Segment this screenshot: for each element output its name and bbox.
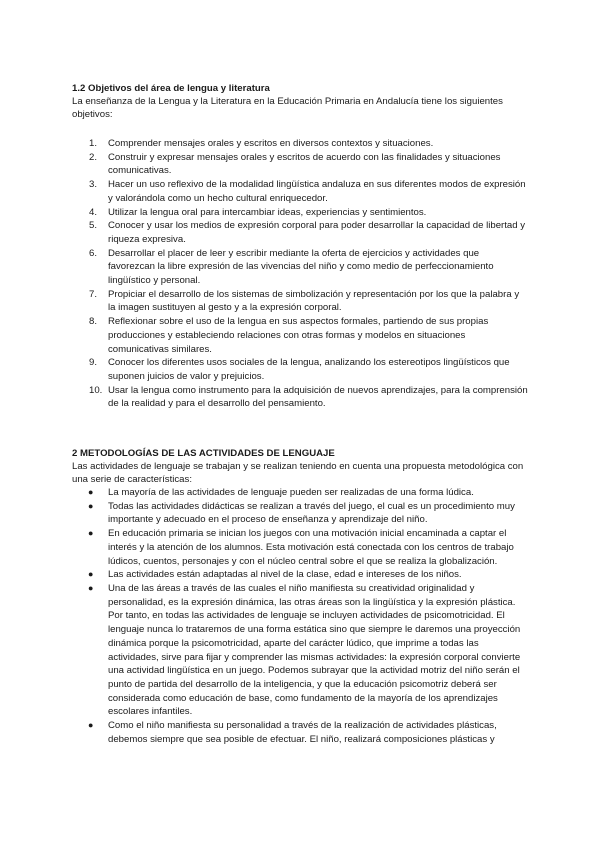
objective-text: Construir y expresar mensajes orales y escritos de acuerdo con las finalidades y situaciones comunicativas.	[108, 151, 501, 177]
section-heading-objetivos: 1.2 Objetivos del área de lengua y literatura	[72, 83, 270, 94]
list-number: 3.	[89, 179, 98, 191]
objective-item	[72, 219, 528, 246]
objectives-list	[72, 137, 528, 411]
objective-text: Usar la lengua como instrumento para la adquisición de nuevos aprendizajes, para la comprensión de la realidad y para el desarrollo del pensamiento.	[108, 384, 528, 410]
objective-text: Conocer y usar los medios de expresión corporal para poder desarrollar la capacidad de libertad y riqueza expresiva.	[108, 220, 526, 245]
list-number: 6.	[89, 247, 98, 259]
bullet-icon: ●	[88, 500, 94, 511]
list-number: 7.	[89, 288, 98, 300]
objective-item	[72, 151, 528, 178]
bullet-icon: ●	[88, 582, 94, 593]
section-gap	[72, 411, 528, 447]
objective-text: Comprender mensajes orales y escritos en diversos contextos y situaciones.	[108, 138, 434, 149]
methodology-list	[72, 486, 528, 746]
list-number: 9.	[89, 357, 98, 369]
bullet-icon: ●	[88, 528, 94, 539]
methodology-text: Todas las actividades didácticas se realizan a través del juego, el cual es un procedimiento muy importante y adecuado en el proceso de enseñanza y aprendizaje del niño.	[108, 500, 515, 526]
objective-item	[72, 384, 528, 411]
objective-text: Hacer un uso reflexivo de la modalidad lingüística andaluza en sus diferentes modos de expresión y valorándola como un hecho cultural enriquecedor.	[108, 179, 526, 204]
objective-item	[72, 137, 528, 151]
list-number: 10.	[89, 384, 103, 396]
list-number: 8.	[89, 316, 98, 328]
methodology-item	[72, 486, 528, 500]
methodology-text: Una de las áreas a través de las cuales el niño manifiesta su creatividad originalidad y personalidad, es la expresión dinámica, las otras áreas son la lingüística y la expresión plástica. Por tanto, en todas las actividades de lenguaje se incluyen actividades de psicomotricidad. El lenguaje nunca lo trataremos de una forma estática sino que siempre le daremos una proyección dinámica porque la psicomotricidad, aparte del carácter lúdico, que imprime a todas las actividades, sirve para fijar y comprender las mismas actividades: la expresión corporal convierte una actividad lingüística en un juego. Podemos subrayar que la actividad motriz del niño serán el punto de partida del desarrollo de la inteligencia, y que la educación psicomotriz deberá ser considerada como educación de base, como fundamento de la mayoría de los aprendizajes escolares infantiles.	[108, 582, 521, 718]
objective-text: Conocer los diferentes usos sociales de la lengua, analizando los estereotipos lingüísticos que suponen juicios de valor y prejuicios.	[108, 357, 510, 382]
methodology-item	[72, 582, 528, 719]
objective-text: Propiciar el desarrollo de los sistemas de simbolización y representación por los que la palabra y la imagen sustituyen al gesto y a la expresión corporal.	[108, 288, 520, 314]
objective-text: Utilizar la lengua oral para intercambiar ideas, experiencias y sentimientos.	[108, 206, 427, 218]
bullet-icon: ●	[88, 569, 94, 580]
methodology-item	[72, 500, 528, 527]
objective-item	[72, 206, 528, 220]
document-page	[72, 82, 528, 746]
objective-text: Reflexionar sobre el uso de la lengua en sus aspectos formales, partiendo de sus propias producciones y estableciendo relaciones con otras formas y modelos en situaciones comunicativas similares.	[108, 316, 489, 355]
objective-item	[72, 247, 528, 288]
objective-item	[72, 178, 528, 205]
objective-text: Desarrollar el placer de leer y escribir mediante la oferta de ejercicios y actividades que favorezcan la libre expresión de las vivencias del niño y como medio de perfeccionamiento lingüístico y personal.	[108, 247, 494, 287]
methodology-text: En educación primaria se inician los juegos con una motivación inicial encaminada a captar el interés y la atención de los alumnos. Esta motivación está conectada con los centros de trabajo lúdicos, cuentos, personajes y con el núcleo central sobre el que se realiza la globalización.	[108, 528, 514, 567]
list-number: 4.	[89, 206, 98, 218]
methodology-item	[72, 568, 528, 582]
objective-item	[72, 356, 528, 383]
methodology-text: Como el niño manifiesta su personalidad a través de la realización de actividades plásticas, debemos siempre que sea posible de efectuar. El niño, realizará composiciones plásticas y	[108, 720, 497, 745]
methodology-text: Las actividades están adaptadas al nivel de la clase, edad e intereses de los niños.	[108, 569, 462, 581]
section-intro-objetivos: La enseñanza de la Lengua y la Literatura en la Educación Primaria en Andalucía tiene los siguientes objetivos:	[72, 96, 503, 120]
bullet-icon: ●	[88, 487, 94, 498]
bullet-icon: ●	[88, 720, 94, 731]
methodology-text: La mayoría de las actividades de lenguaje pueden ser realizadas de una forma lúdica.	[108, 487, 474, 499]
list-number: 5.	[89, 220, 98, 232]
section-heading-metodologias: 2 METODOLOGÍAS DE LAS ACTIVIDADES DE LENGUAJE	[72, 448, 335, 460]
methodology-item	[72, 527, 528, 568]
objective-item	[72, 315, 528, 356]
methodology-item	[72, 719, 528, 746]
list-number: 2.	[89, 151, 98, 163]
objective-item	[72, 288, 528, 315]
list-number: 1.	[89, 138, 98, 149]
section-intro-metodologias: Las actividades de lenguaje se trabajan y se realizan teniendo en cuenta una propuesta metodológica con una serie de características:	[72, 461, 524, 486]
